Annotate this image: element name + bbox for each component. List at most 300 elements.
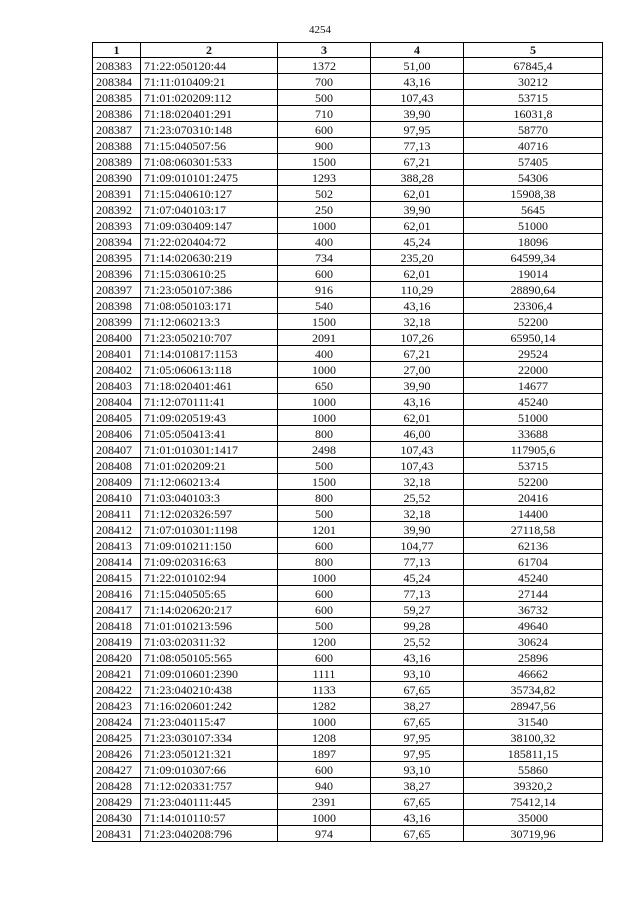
cadastral-number-cell: 71:09:010307:66: [141, 762, 278, 778]
rate-cell: 107,43: [371, 90, 464, 106]
cadastral-number-cell: 71:23:040208:796: [141, 826, 278, 842]
record-number-cell: 208425: [93, 730, 141, 746]
table-row: [93, 282, 603, 298]
record-number-cell: 208422: [93, 682, 141, 698]
rate-cell: 43,16: [371, 650, 464, 666]
table-row: [93, 618, 603, 634]
area-cell: 1000: [278, 714, 371, 730]
cadastral-number-cell: 71:01:020209:112: [141, 90, 278, 106]
cadastral-number-cell: 71:12:020326:597: [141, 506, 278, 522]
rate-cell: 67,65: [371, 826, 464, 842]
rate-cell: 99,28: [371, 618, 464, 634]
table-row: [93, 266, 603, 282]
value-cell: 53715: [464, 90, 603, 106]
area-cell: 600: [278, 586, 371, 602]
cadastral-number-cell: 71:01:010301:1417: [141, 442, 278, 458]
rate-cell: 38,27: [371, 698, 464, 714]
value-cell: 53715: [464, 458, 603, 474]
area-cell: 1500: [278, 474, 371, 490]
cadastral-number-cell: 71:01:010213:596: [141, 618, 278, 634]
table-row: [93, 186, 603, 202]
cadastral-number-cell: 71:09:020316:63: [141, 554, 278, 570]
rate-cell: 67,65: [371, 714, 464, 730]
record-number-cell: 208418: [93, 618, 141, 634]
area-cell: 500: [278, 506, 371, 522]
record-number-cell: 208391: [93, 186, 141, 202]
record-number-cell: 208396: [93, 266, 141, 282]
value-cell: 19014: [464, 266, 603, 282]
record-number-cell: 208428: [93, 778, 141, 794]
record-number-cell: 208416: [93, 586, 141, 602]
table-row: [93, 154, 603, 170]
cadastral-number-cell: 71:01:020209:21: [141, 458, 278, 474]
table-row: [93, 234, 603, 250]
rate-cell: 62,01: [371, 186, 464, 202]
area-cell: 1000: [278, 410, 371, 426]
value-cell: 28947,56: [464, 698, 603, 714]
rate-cell: 77,13: [371, 138, 464, 154]
rate-cell: 62,01: [371, 218, 464, 234]
rate-cell: 67,65: [371, 682, 464, 698]
record-number-cell: 208395: [93, 250, 141, 266]
table-row: [93, 330, 603, 346]
table-row: [93, 826, 603, 842]
value-cell: 38100,32: [464, 730, 603, 746]
value-cell: 61704: [464, 554, 603, 570]
table-row: [93, 250, 603, 266]
area-cell: 400: [278, 234, 371, 250]
table-row: [93, 426, 603, 442]
area-cell: 800: [278, 554, 371, 570]
record-number-cell: 208410: [93, 490, 141, 506]
area-cell: 1000: [278, 362, 371, 378]
value-cell: 51000: [464, 410, 603, 426]
table-row: [93, 346, 603, 362]
value-cell: 5645: [464, 202, 603, 218]
value-cell: 35000: [464, 810, 603, 826]
record-number-cell: 208405: [93, 410, 141, 426]
value-cell: 40716: [464, 138, 603, 154]
rate-cell: 388,28: [371, 170, 464, 186]
rate-cell: 107,43: [371, 458, 464, 474]
record-number-cell: 208387: [93, 122, 141, 138]
area-cell: 1282: [278, 698, 371, 714]
rate-cell: 104,77: [371, 538, 464, 554]
record-number-cell: 208423: [93, 698, 141, 714]
record-number-cell: 208411: [93, 506, 141, 522]
rate-cell: 67,21: [371, 154, 464, 170]
value-cell: 45240: [464, 570, 603, 586]
record-number-cell: 208388: [93, 138, 141, 154]
record-number-cell: 208412: [93, 522, 141, 538]
table-row: [93, 634, 603, 650]
area-cell: 710: [278, 106, 371, 122]
record-number-cell: 208403: [93, 378, 141, 394]
area-cell: 800: [278, 490, 371, 506]
area-cell: 2498: [278, 442, 371, 458]
rate-cell: 97,95: [371, 122, 464, 138]
column-header-1: 1: [93, 43, 141, 58]
area-cell: 1500: [278, 154, 371, 170]
record-number-cell: 208427: [93, 762, 141, 778]
cadastral-number-cell: 71:18:020401:461: [141, 378, 278, 394]
cadastral-number-cell: 71:15:030610:25: [141, 266, 278, 282]
rate-cell: 45,24: [371, 570, 464, 586]
table-row: [93, 458, 603, 474]
cadastral-number-cell: 71:23:040210:438: [141, 682, 278, 698]
cadastral-number-cell: 71:12:070111:41: [141, 394, 278, 410]
area-cell: 1000: [278, 570, 371, 586]
rate-cell: 62,01: [371, 266, 464, 282]
rate-cell: 97,95: [371, 730, 464, 746]
area-cell: 600: [278, 762, 371, 778]
rate-cell: 77,13: [371, 554, 464, 570]
rate-cell: 77,13: [371, 586, 464, 602]
value-cell: 20416: [464, 490, 603, 506]
column-header-4: 4: [371, 43, 464, 58]
value-cell: 16031,8: [464, 106, 603, 122]
rate-cell: 43,16: [371, 298, 464, 314]
record-number-cell: 208399: [93, 314, 141, 330]
table-row: [93, 74, 603, 90]
cadastral-number-cell: 71:14:020620:217: [141, 602, 278, 618]
rate-cell: 62,01: [371, 410, 464, 426]
rate-cell: 46,00: [371, 426, 464, 442]
column-header-2: 2: [141, 43, 278, 58]
cadastral-number-cell: 71:07:040103:17: [141, 202, 278, 218]
rate-cell: 32,18: [371, 506, 464, 522]
area-cell: 600: [278, 122, 371, 138]
rate-cell: 59,27: [371, 602, 464, 618]
table-row: [93, 714, 603, 730]
value-cell: 65950,14: [464, 330, 603, 346]
rate-cell: 38,27: [371, 778, 464, 794]
rate-cell: 97,95: [371, 746, 464, 762]
record-number-cell: 208383: [93, 58, 141, 74]
value-cell: 64599,34: [464, 250, 603, 266]
cadastral-number-cell: 71:11:010409:21: [141, 74, 278, 90]
area-cell: 974: [278, 826, 371, 842]
value-cell: 14400: [464, 506, 603, 522]
cadastral-number-cell: 71:22:010102:94: [141, 570, 278, 586]
cadastral-number-cell: 71:15:040505:65: [141, 586, 278, 602]
area-cell: 250: [278, 202, 371, 218]
record-number-cell: 208394: [93, 234, 141, 250]
table-row: [93, 586, 603, 602]
record-number-cell: 208415: [93, 570, 141, 586]
area-cell: 500: [278, 618, 371, 634]
value-cell: 31540: [464, 714, 603, 730]
page-number: 4254: [309, 24, 331, 36]
cadastral-number-cell: 71:23:040111:445: [141, 794, 278, 810]
record-number-cell: 208390: [93, 170, 141, 186]
table-row: [93, 730, 603, 746]
table-row: [93, 682, 603, 698]
value-cell: 33688: [464, 426, 603, 442]
rate-cell: 39,90: [371, 106, 464, 122]
area-cell: 540: [278, 298, 371, 314]
area-cell: 1500: [278, 314, 371, 330]
table-row: [93, 122, 603, 138]
value-cell: 55860: [464, 762, 603, 778]
cadastral-number-cell: 71:05:060613:118: [141, 362, 278, 378]
record-number-cell: 208426: [93, 746, 141, 762]
table-row: [93, 106, 603, 122]
value-cell: 67845,4: [464, 58, 603, 74]
area-cell: 1897: [278, 746, 371, 762]
value-cell: 185811,15: [464, 746, 603, 762]
record-number-cell: 208386: [93, 106, 141, 122]
cadastral-number-cell: 71:16:020601:242: [141, 698, 278, 714]
rate-cell: 32,18: [371, 474, 464, 490]
rate-cell: 25,52: [371, 490, 464, 506]
table-row: [93, 554, 603, 570]
area-cell: 1293: [278, 170, 371, 186]
area-cell: 1208: [278, 730, 371, 746]
value-cell: 18096: [464, 234, 603, 250]
rate-cell: 93,10: [371, 666, 464, 682]
area-cell: 1000: [278, 394, 371, 410]
table-row: [93, 538, 603, 554]
record-number-cell: 208430: [93, 810, 141, 826]
record-number-cell: 208404: [93, 394, 141, 410]
record-number-cell: 208407: [93, 442, 141, 458]
table-row: [93, 490, 603, 506]
value-cell: 52200: [464, 314, 603, 330]
area-cell: 502: [278, 186, 371, 202]
value-cell: 29524: [464, 346, 603, 362]
value-cell: 23306,4: [464, 298, 603, 314]
area-cell: 600: [278, 266, 371, 282]
record-number-cell: 208406: [93, 426, 141, 442]
table-row: [93, 362, 603, 378]
value-cell: 62136: [464, 538, 603, 554]
table-row: [93, 410, 603, 426]
cadastral-number-cell: 71:14:020630:219: [141, 250, 278, 266]
table-row: [93, 90, 603, 106]
cadastral-number-cell: 71:08:060301:533: [141, 154, 278, 170]
value-cell: 54306: [464, 170, 603, 186]
value-cell: 52200: [464, 474, 603, 490]
value-cell: 36732: [464, 602, 603, 618]
record-number-cell: 208420: [93, 650, 141, 666]
table-row: [93, 58, 603, 74]
column-header-5: 5: [464, 43, 603, 58]
cadastral-number-cell: 71:12:060213:4: [141, 474, 278, 490]
record-number-cell: 208424: [93, 714, 141, 730]
area-cell: 1133: [278, 682, 371, 698]
area-cell: 700: [278, 74, 371, 90]
value-cell: 14677: [464, 378, 603, 394]
cadastral-number-cell: 71:08:050103:171: [141, 298, 278, 314]
record-number-cell: 208419: [93, 634, 141, 650]
table-row: [93, 314, 603, 330]
area-cell: 500: [278, 458, 371, 474]
table-row: [93, 298, 603, 314]
rate-cell: 45,24: [371, 234, 464, 250]
area-cell: 500: [278, 90, 371, 106]
table-header: [93, 43, 603, 58]
table-row: [93, 570, 603, 586]
table-row: [93, 666, 603, 682]
area-cell: 400: [278, 346, 371, 362]
value-cell: 30212: [464, 74, 603, 90]
cadastral-number-cell: 71:14:010817:1153: [141, 346, 278, 362]
table-row: [93, 218, 603, 234]
cadastral-number-cell: 71:08:050105:565: [141, 650, 278, 666]
table-row: [93, 506, 603, 522]
area-cell: 1000: [278, 810, 371, 826]
cadastral-number-cell: 71:03:040103:3: [141, 490, 278, 506]
table-row: [93, 474, 603, 490]
table-row: [93, 138, 603, 154]
table-row: [93, 810, 603, 826]
cadastral-number-cell: 71:07:010301:1198: [141, 522, 278, 538]
rate-cell: 107,43: [371, 442, 464, 458]
value-cell: 30624: [464, 634, 603, 650]
data-table: [92, 42, 603, 842]
record-number-cell: 208413: [93, 538, 141, 554]
table-row: [93, 794, 603, 810]
area-cell: 650: [278, 378, 371, 394]
value-cell: 27144: [464, 586, 603, 602]
area-cell: 600: [278, 602, 371, 618]
rate-cell: 67,65: [371, 794, 464, 810]
value-cell: 25896: [464, 650, 603, 666]
cadastral-number-cell: 71:12:020331:757: [141, 778, 278, 794]
value-cell: 30719,96: [464, 826, 603, 842]
cadastral-number-cell: 71:22:020404:72: [141, 234, 278, 250]
record-number-cell: 208397: [93, 282, 141, 298]
table-body: [93, 58, 603, 842]
value-cell: 22000: [464, 362, 603, 378]
table-row: [93, 442, 603, 458]
record-number-cell: 208389: [93, 154, 141, 170]
record-number-cell: 208417: [93, 602, 141, 618]
cadastral-number-cell: 71:09:030409:147: [141, 218, 278, 234]
rate-cell: 93,10: [371, 762, 464, 778]
column-header-3: 3: [278, 43, 371, 58]
rate-cell: 235,20: [371, 250, 464, 266]
cadastral-number-cell: 71:15:040610:127: [141, 186, 278, 202]
table-row: [93, 378, 603, 394]
table-row: [93, 698, 603, 714]
value-cell: 117905,6: [464, 442, 603, 458]
value-cell: 46662: [464, 666, 603, 682]
cadastral-number-cell: 71:14:010110:57: [141, 810, 278, 826]
area-cell: 600: [278, 538, 371, 554]
area-cell: 1111: [278, 666, 371, 682]
cadastral-number-cell: 71:09:010211:150: [141, 538, 278, 554]
value-cell: 49640: [464, 618, 603, 634]
area-cell: 600: [278, 650, 371, 666]
area-cell: 1200: [278, 634, 371, 650]
cadastral-number-cell: 71:22:050120:44: [141, 58, 278, 74]
rate-cell: 43,16: [371, 74, 464, 90]
cadastral-number-cell: 71:03:020311:32: [141, 634, 278, 650]
record-number-cell: 208402: [93, 362, 141, 378]
record-number-cell: 208401: [93, 346, 141, 362]
area-cell: 2091: [278, 330, 371, 346]
value-cell: 28890,64: [464, 282, 603, 298]
area-cell: 734: [278, 250, 371, 266]
record-number-cell: 208429: [93, 794, 141, 810]
area-cell: 1000: [278, 218, 371, 234]
record-number-cell: 208409: [93, 474, 141, 490]
area-cell: 2391: [278, 794, 371, 810]
cadastral-number-cell: 71:15:040507:56: [141, 138, 278, 154]
record-number-cell: 208400: [93, 330, 141, 346]
cadastral-number-cell: 71:23:040115:47: [141, 714, 278, 730]
value-cell: 35734,82: [464, 682, 603, 698]
rate-cell: 43,16: [371, 394, 464, 410]
record-number-cell: 208408: [93, 458, 141, 474]
cadastral-number-cell: 71:23:050107:386: [141, 282, 278, 298]
cadastral-number-cell: 71:09:010601:2390: [141, 666, 278, 682]
cadastral-number-cell: 71:23:070310:148: [141, 122, 278, 138]
rate-cell: 39,90: [371, 522, 464, 538]
record-number-cell: 208431: [93, 826, 141, 842]
value-cell: 51000: [464, 218, 603, 234]
cadastral-number-cell: 71:05:050413:41: [141, 426, 278, 442]
value-cell: 15908,38: [464, 186, 603, 202]
cadastral-number-cell: 71:23:050121:321: [141, 746, 278, 762]
table-row: [93, 602, 603, 618]
rate-cell: 43,16: [371, 810, 464, 826]
area-cell: 1201: [278, 522, 371, 538]
record-number-cell: 208421: [93, 666, 141, 682]
record-number-cell: 208398: [93, 298, 141, 314]
rate-cell: 107,26: [371, 330, 464, 346]
rate-cell: 67,21: [371, 346, 464, 362]
table-row: [93, 522, 603, 538]
table-row: [93, 394, 603, 410]
table-row: [93, 202, 603, 218]
area-cell: 1372: [278, 58, 371, 74]
cadastral-number-cell: 71:09:010101:2475: [141, 170, 278, 186]
cadastral-number-cell: 71:09:020519:43: [141, 410, 278, 426]
table-row: [93, 762, 603, 778]
cadastral-number-cell: 71:18:020401:291: [141, 106, 278, 122]
rate-cell: 27,00: [371, 362, 464, 378]
record-number-cell: 208393: [93, 218, 141, 234]
value-cell: 27118,58: [464, 522, 603, 538]
cadastral-number-cell: 71:12:060213:3: [141, 314, 278, 330]
rate-cell: 110,29: [371, 282, 464, 298]
rate-cell: 32,18: [371, 314, 464, 330]
value-cell: 57405: [464, 154, 603, 170]
rate-cell: 39,90: [371, 378, 464, 394]
rate-cell: 39,90: [371, 202, 464, 218]
cadastral-number-cell: 71:23:030107:334: [141, 730, 278, 746]
value-cell: 45240: [464, 394, 603, 410]
value-cell: 58770: [464, 122, 603, 138]
record-number-cell: 208384: [93, 74, 141, 90]
cadastral-number-cell: 71:23:050210:707: [141, 330, 278, 346]
area-cell: 916: [278, 282, 371, 298]
record-number-cell: 208385: [93, 90, 141, 106]
area-cell: 800: [278, 426, 371, 442]
area-cell: 900: [278, 138, 371, 154]
table-row: [93, 746, 603, 762]
header-row: [93, 43, 603, 58]
record-number-cell: 208414: [93, 554, 141, 570]
value-cell: 39320,2: [464, 778, 603, 794]
record-number-cell: 208392: [93, 202, 141, 218]
table-row: [93, 650, 603, 666]
table-row: [93, 778, 603, 794]
table-row: [93, 170, 603, 186]
